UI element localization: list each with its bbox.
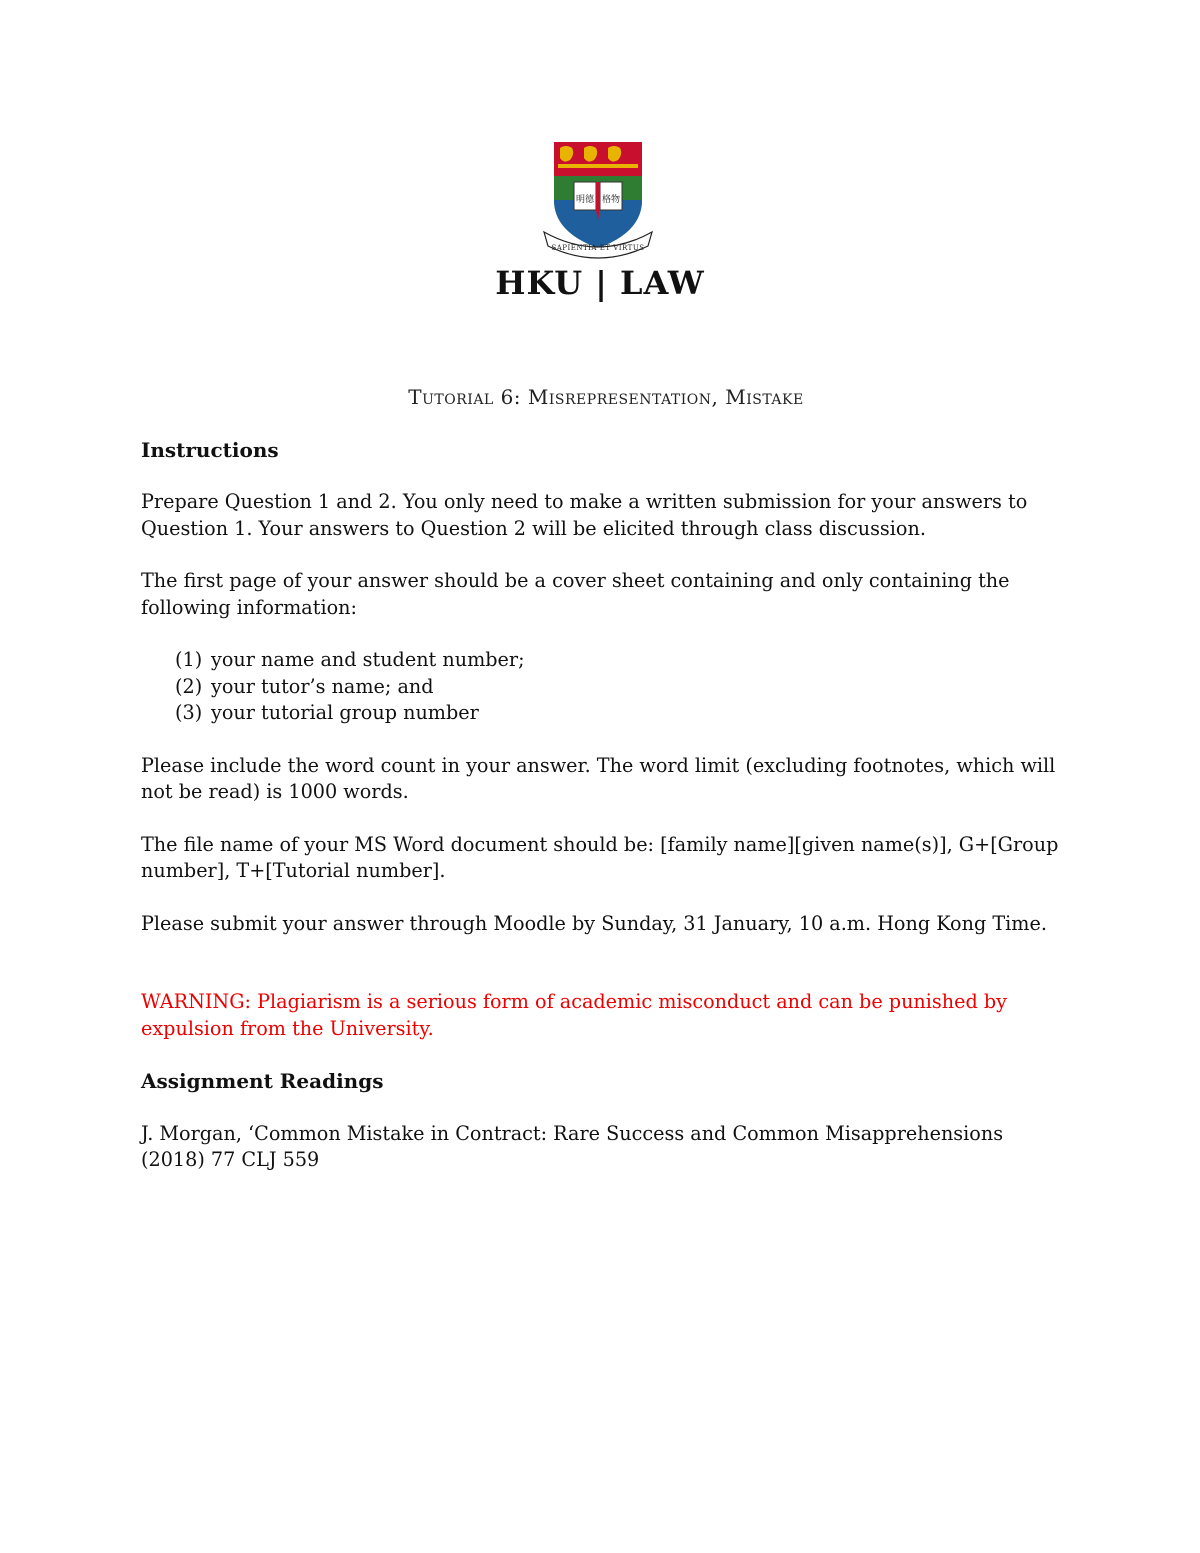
readings-heading: Assignment Readings (141, 1069, 384, 1093)
crest-chinese-left: 明德 (575, 195, 595, 205)
crest-chinese-right: 格物 (601, 195, 621, 205)
plagiarism-warning: WARNING: Plagiarism is a serious form of academic misconduct and can be punished by expulsion from the University. (141, 990, 1007, 1040)
list-item: (1) your name and student number; (175, 648, 525, 671)
page-title: Tutorial 6: Misrepresentation, Mistake (408, 385, 804, 409)
crest-motto: SAPIENTIA ET VIRTUS (551, 244, 645, 252)
hku-law-logo: HKU | LAW (495, 264, 705, 302)
cover-info-list (141, 647, 1071, 727)
cover-sheet-paragraph: The first page of your answer should be a cover sheet containing and only containing the following information: (141, 569, 1010, 619)
file-name-paragraph: The file name of your MS Word document should be: [family name][given name(s)], G+[Group number], T+[Tutorial number]. (141, 832, 1059, 882)
instructions-heading: Instructions (141, 437, 279, 462)
hku-crest-icon (540, 136, 656, 262)
document-body (141, 384, 1071, 1200)
reading-item: J. Morgan, ‘Common Mistake in Contract: Rare Success and Common Misapprehensions (2018) 77 CLJ 559 (141, 1121, 1004, 1171)
list-item: (3) your tutorial group number (175, 701, 479, 724)
prepare-paragraph: Prepare Question 1 and 2. You only need to make a written submission for your answers to Question 1. Your answers to Question 2 will be elicited through class discussion. (141, 490, 1028, 540)
submission-paragraph: Please submit your answer through Moodle by Sunday, 31 January, 10 a.m. Hong Kong Time. (141, 911, 1047, 935)
list-item: (2) your tutor’s name; and (175, 674, 434, 698)
word-count-paragraph: Please include the word count in your answer. The word limit (excluding footnotes, which will not be read) is 1000 words. (141, 753, 1056, 803)
